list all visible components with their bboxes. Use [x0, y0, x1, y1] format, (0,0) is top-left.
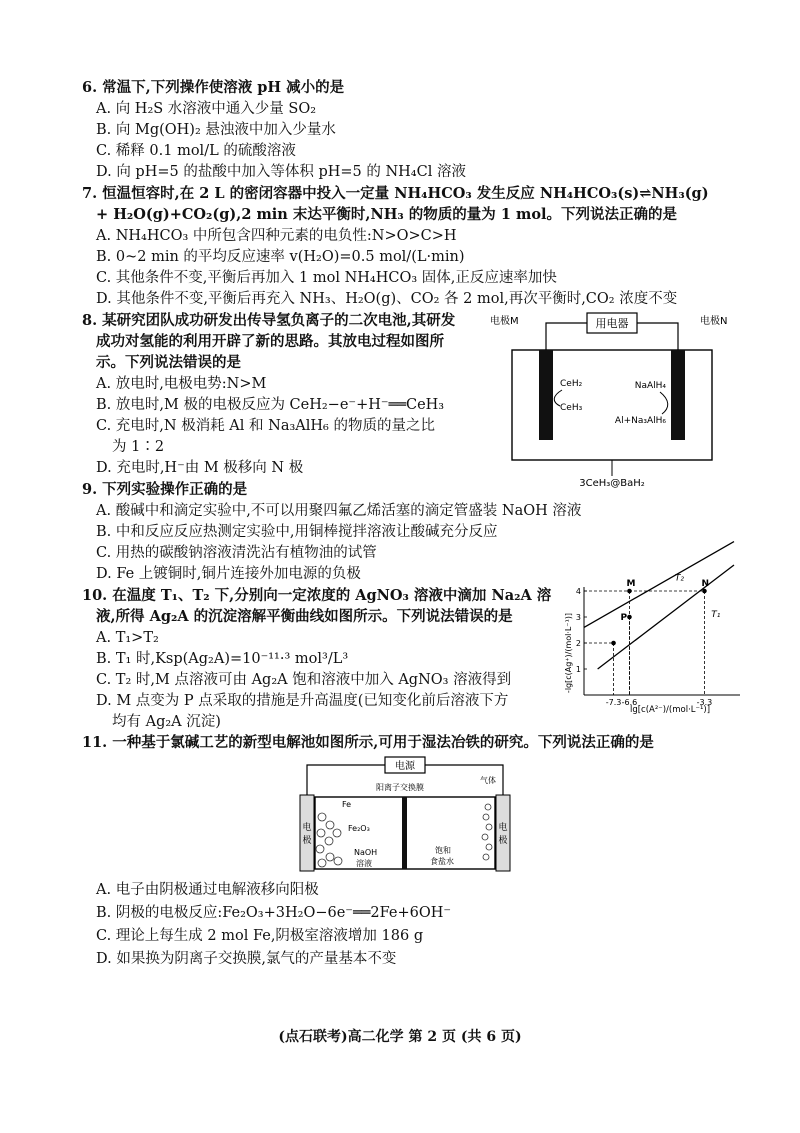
electrode-m: [539, 350, 553, 440]
q8-option-c-1: C. 充电时,N 极消耗 Al 和 Na₃AlH₆ 的物质的量之比: [96, 418, 435, 434]
q9-stem: 9. 下列实验操作正确的是: [82, 481, 248, 498]
right-electrode-label-2: 极: [498, 836, 508, 846]
q6-option-a: A. 向 H₂S 水溶液中通入少量 SO₂: [96, 101, 317, 117]
x-tick-label: -3.3: [696, 698, 713, 707]
y-tick-label: 4: [575, 587, 581, 596]
fe-label: Fe: [342, 800, 352, 809]
page-footer: (点石联考)高二化学 第 2 页 (共 6 页): [278, 1029, 522, 1045]
q7-option-c: C. 其他条件不变,平衡后再加入 1 mol NH₄HCO₃ 固体,正反应速率加快: [96, 270, 557, 286]
fe2o3-label: Fe₂O₃: [348, 824, 370, 833]
data-point: [702, 589, 707, 594]
battery-diagram: [490, 308, 730, 488]
q9-option-b: B. 中和反应反应热测定实验中,用铜棒搅拌溶液让酸碱充分反应: [96, 524, 498, 540]
q11-option-d: D. 如果换为阴离子交换膜,氯气的产量基本不变: [96, 951, 397, 967]
point-label-m: M: [626, 579, 636, 589]
q8-option-c-2: 为 1∶2: [112, 439, 165, 455]
electrolyte-label: 3CeH₃@BaH₂: [579, 478, 645, 489]
q10-stem-2: 液,所得 Ag₂A 的沉淀溶解平衡曲线如图所示。下列说法错误的是: [96, 608, 513, 625]
x-axis-label: lg[c(A²⁻)/(mol·L⁻¹)]: [629, 705, 711, 715]
left-electrode-label-1: 电: [302, 823, 312, 833]
membrane-label: 阳离子交换膜: [376, 783, 424, 792]
q8-option-a: A. 放电时,电极电势:N>M: [96, 376, 267, 392]
q7-option-a: A. NH₄HCO₃ 中所包含四种元素的电负性:N>O>C>H: [96, 228, 457, 244]
arrow-right: [660, 392, 668, 414]
q9-option-c: C. 用热的碳酸钠溶液清洗沾有植物油的试管: [96, 545, 377, 561]
data-point: [627, 589, 632, 594]
electrolysis-diagram: [290, 755, 520, 873]
ceh3-label: CeH₃: [560, 403, 583, 413]
q11-option-a: A. 电子由阴极通过电解液移向阳极: [96, 882, 319, 898]
q7-stem-2: + H₂O(g)+CO₂(g),2 min 末达平衡时,NH₃ 的物质的量为 1 mol。下列说法正确的是: [96, 206, 678, 223]
q10-option-a: A. T₁>T₂: [96, 630, 159, 646]
y-tick-label: 3: [575, 613, 581, 622]
electrode-n-label: 电极N: [700, 316, 728, 327]
q10-option-d-2: 均有 Ag₂A 沉淀): [112, 714, 221, 730]
point-label-p: P: [620, 613, 628, 623]
x-tick-label: -6.6: [621, 698, 638, 707]
ceh2-label: CeH₂: [560, 379, 583, 389]
q11-option-c: C. 理论上每生成 2 mol Fe,阴极室溶液增加 186 g: [96, 928, 424, 944]
q8-stem-3: 示。下列说法错误的是: [96, 354, 241, 371]
right-electrode: [496, 795, 510, 871]
q7-option-d: D. 其他条件不变,平衡后再充入 NH₃、H₂O(g)、CO₂ 各 2 mol,再次平衡时,CO₂ 浓度不变: [96, 291, 678, 307]
q11-option-b: B. 阴极的电极反应:Fe₂O₃+3H₂O−6e⁻══2Fe+6OH⁻: [96, 905, 452, 921]
power-label: 电源: [395, 761, 415, 772]
naoh-label-2: 溶液: [356, 859, 372, 868]
q10-option-c: C. T₂ 时,M 点溶液可由 Ag₂A 饱和溶液中加入 AgNO₃ 溶液得到: [96, 672, 512, 688]
q6-option-b: B. 向 Mg(OH)₂ 悬浊液中加入少量水: [96, 122, 336, 138]
q8-stem-1: 8. 某研究团队成功研发出传导氢负离子的二次电池,其研发: [82, 312, 456, 329]
q9-option-a: A. 酸碱中和滴定实验中,不可以用聚四氟乙烯活塞的滴定管盛装 NaOH 溶液: [96, 503, 582, 519]
q10-option-b: B. T₁ 时,Ksp(Ag₂A)=10⁻¹¹·³ mol³/L³: [96, 651, 349, 667]
wire-right: [637, 323, 678, 350]
electrode-m-label: 电极M: [490, 316, 519, 327]
wire-left: [307, 765, 385, 795]
q6-option-d: D. 向 pH=5 的盐酸中加入等体积 pH=5 的 NH₄Cl 溶液: [96, 164, 466, 180]
q7-option-b: B. 0~2 min 的平均反应速率 v(H₂O)=0.5 mol/(L·min): [96, 249, 465, 265]
brine-label-1: 饱和: [435, 846, 451, 855]
series-label-2: T₁: [711, 610, 721, 620]
point-label-n: N: [701, 579, 710, 589]
right-electrode-label-1: 电: [498, 823, 508, 833]
q6-stem: 6. 常温下,下列操作使溶液 pH 减小的是: [82, 79, 345, 96]
y-tick-label: 1: [575, 665, 581, 674]
y-axis-label: -lg[c(Ag⁺)/(mol·L⁻¹)]: [564, 612, 573, 694]
y-tick-label: 2: [575, 639, 581, 648]
naalh4-label: NaAlH₄: [634, 381, 666, 391]
x-tick-label: -7.3: [605, 698, 622, 707]
membrane: [402, 797, 407, 869]
left-electrode-label-2: 极: [302, 836, 312, 846]
gas-label: 气体: [480, 776, 496, 785]
q8-option-b: B. 放电时,M 极的电极反应为 CeH₂−e⁻+H⁻══CeH₃: [96, 397, 445, 413]
q7-stem-1: 7. 恒温恒容时,在 2 L 的密闭容器中投入一定量 NH₄HCO₃ 发生反应 NH₄HCO₃(s)⇌NH₃(g): [82, 185, 709, 202]
solubility-chart: [560, 573, 740, 715]
data-point: [627, 615, 632, 620]
fe2o3-particles: [316, 813, 342, 867]
q10-option-d-1: D. M 点变为 P 点采取的措施是升高温度(已知变化前后溶液下方: [96, 693, 509, 709]
series-label-1: T₂: [674, 573, 685, 584]
data-point: [611, 641, 616, 646]
q8-stem-2: 成功对氢能的利用开辟了新的思路。其放电过程如图所: [96, 333, 444, 350]
q10-stem-1: 10. 在温度 T₁、T₂ 下,分别向一定浓度的 AgNO₃ 溶液中滴加 Na₂A 溶: [82, 587, 552, 604]
q11-stem: 11. 一种基于氯碱工艺的新型电解池如图所示,可用于湿法冶铁的研究。下列说法正确的是: [82, 734, 654, 751]
q9-option-d: D. Fe 上镀铜时,铜片连接外加电源的负极: [96, 566, 361, 582]
naoh-label-1: NaOH: [354, 848, 378, 857]
q8-option-d: D. 充电时,H⁻由 M 极移向 N 极: [96, 460, 304, 476]
left-electrode: [300, 795, 314, 871]
device-label: 用电器: [595, 317, 629, 330]
brine-label-2: 食盐水: [430, 857, 454, 866]
bubbles: [482, 804, 492, 860]
electrode-n: [671, 350, 685, 440]
q6-option-c: C. 稀释 0.1 mol/L 的硫酸溶液: [96, 143, 296, 159]
wire-left: [546, 323, 587, 350]
al-na3alh6-label: Al+Na₃AlH₆: [614, 416, 666, 426]
